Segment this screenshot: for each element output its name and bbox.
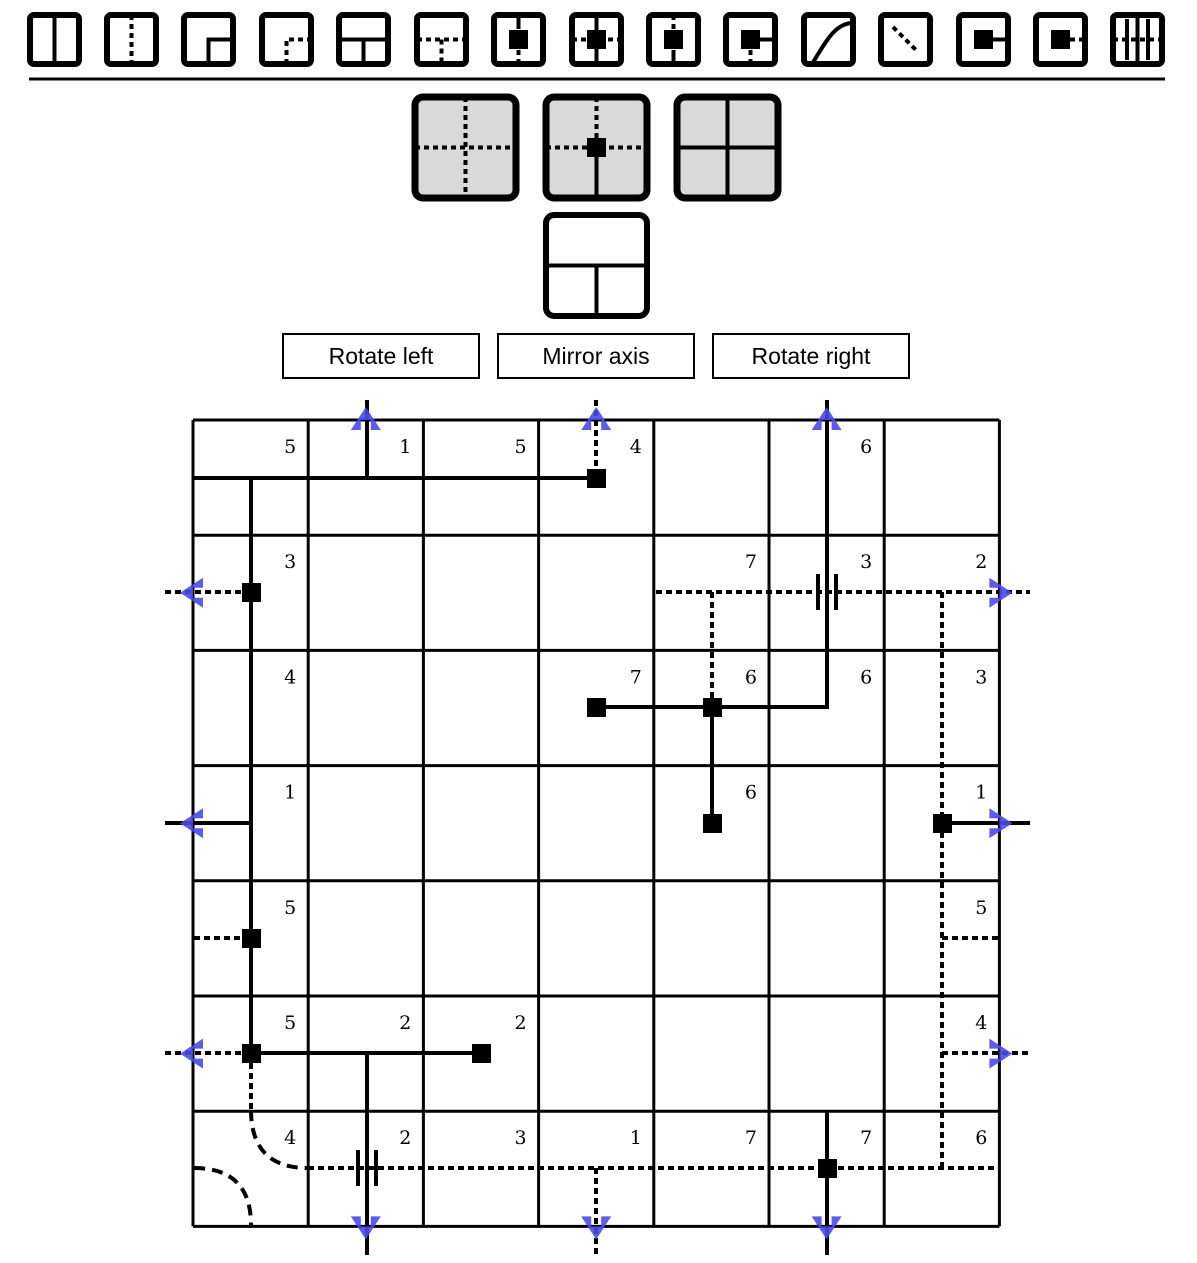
round-number: 1 xyxy=(629,1127,642,1150)
round-number: 3 xyxy=(514,1127,527,1150)
round-number: 4 xyxy=(629,436,642,458)
station-marker xyxy=(818,1159,837,1178)
station-end-alt-icon[interactable] xyxy=(1036,15,1085,64)
station-junction-icon[interactable] xyxy=(572,15,621,64)
station-end-icon[interactable] xyxy=(959,15,1008,64)
rotate-right-button[interactable]: Rotate right xyxy=(712,333,910,379)
round-number: 1 xyxy=(284,781,297,804)
station-marker xyxy=(472,1044,491,1063)
round-number: 4 xyxy=(284,1127,297,1150)
rotate-left-button[interactable]: Rotate left xyxy=(282,333,480,379)
station-rail-icon[interactable] xyxy=(494,15,543,64)
round-number: 3 xyxy=(284,551,297,574)
diagonal-dashed-icon[interactable] xyxy=(881,15,930,64)
round-number: 6 xyxy=(744,781,757,804)
curve-rail-icon[interactable] xyxy=(184,15,233,64)
round-number: 5 xyxy=(284,436,297,458)
station-marker xyxy=(703,814,722,833)
round-number: 7 xyxy=(744,551,757,574)
round-number: 5 xyxy=(975,896,988,919)
t-rail-dashed-icon[interactable] xyxy=(417,15,466,64)
round-number: 6 xyxy=(744,666,757,689)
crossing-rails-icon[interactable] xyxy=(1113,15,1162,64)
station-marker xyxy=(242,583,261,602)
round-number: 4 xyxy=(284,666,297,689)
station-short-icon[interactable] xyxy=(649,15,698,64)
round-number: 5 xyxy=(514,436,527,458)
double-rail-icon[interactable] xyxy=(30,15,79,64)
mirror-axis-button[interactable]: Mirror axis xyxy=(497,333,695,379)
round-number: 2 xyxy=(514,1012,527,1034)
station-marker xyxy=(703,698,722,717)
round-number: 2 xyxy=(399,1127,412,1150)
cross-dashed-tile[interactable] xyxy=(415,97,516,198)
round-number: 1 xyxy=(399,436,412,458)
cross-solid-tile[interactable] xyxy=(677,97,778,198)
round-number: 6 xyxy=(975,1127,988,1150)
round-number: 2 xyxy=(399,1012,412,1034)
round-number: 7 xyxy=(744,1127,757,1150)
cross-station-tile[interactable] xyxy=(546,97,647,198)
game-board[interactable] xyxy=(165,400,1030,1255)
double-rail-dashed-icon[interactable] xyxy=(107,15,156,64)
t-split-tile[interactable] xyxy=(546,215,647,316)
station-marker xyxy=(933,814,952,833)
round-numbers xyxy=(284,436,987,1149)
round-number: 6 xyxy=(860,436,873,458)
round-number: 7 xyxy=(860,1127,873,1150)
station-marker xyxy=(587,469,606,488)
board-exits xyxy=(180,407,1012,1239)
round-number: 1 xyxy=(975,781,988,804)
round-number: 3 xyxy=(860,551,873,574)
station-marker xyxy=(587,698,606,717)
round-number: 2 xyxy=(975,551,988,574)
round-number: 5 xyxy=(284,896,297,919)
round-number: 7 xyxy=(629,666,642,689)
station-marker xyxy=(242,1044,261,1063)
station-corner-icon[interactable] xyxy=(726,15,775,64)
curve-rail-segment xyxy=(194,1168,251,1225)
station-marker xyxy=(242,929,261,948)
curve-rail-dashed-icon[interactable] xyxy=(262,15,311,64)
board-grid xyxy=(193,420,999,1226)
t-rail-icon[interactable] xyxy=(339,15,388,64)
curve-rail-segment xyxy=(251,1110,308,1168)
diagonal-rail-icon[interactable] xyxy=(804,15,853,64)
round-number: 5 xyxy=(284,1012,297,1034)
round-number: 4 xyxy=(975,1012,988,1034)
round-number: 6 xyxy=(860,666,873,689)
tile-palette xyxy=(30,15,1162,64)
round-number: 3 xyxy=(975,666,988,689)
